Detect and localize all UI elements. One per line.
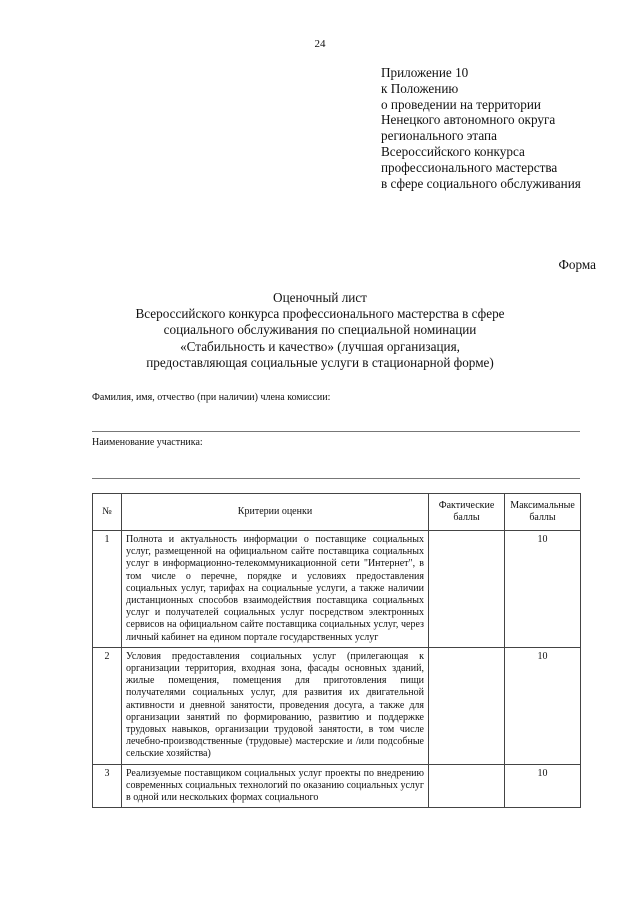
participant-label: Наименование участника: xyxy=(92,437,203,448)
row-num: 3 xyxy=(93,764,122,808)
header-num: № xyxy=(93,494,122,531)
title-line: предоставляющая социальные услуги в стационарной форме) xyxy=(146,354,494,370)
document-title xyxy=(60,290,580,371)
row-actual-score[interactable] xyxy=(429,531,505,648)
participant-line xyxy=(92,478,580,479)
table-row xyxy=(93,647,581,764)
commission-member-label: Фамилия, имя, отчество (при наличии) члена комиссии: xyxy=(92,392,331,403)
row-num: 1 xyxy=(93,531,122,648)
header-actual: Фактические баллы xyxy=(429,494,505,531)
row-max-score: 10 xyxy=(505,764,581,808)
table-header-row xyxy=(93,494,581,531)
appendix-line: о проведении на территории xyxy=(381,96,541,112)
appendix-line: Приложение 10 xyxy=(381,65,469,80)
appendix-line: регионального этапа xyxy=(381,128,497,144)
title-line: Всероссийского конкурса профессионального мастерства в сфере xyxy=(135,306,505,322)
appendix-line: профессионального мастерства xyxy=(381,159,558,175)
row-max-score: 10 xyxy=(505,647,581,764)
row-actual-score[interactable] xyxy=(429,764,505,808)
appendix-block xyxy=(381,65,631,191)
appendix-line: к Положению xyxy=(381,80,459,96)
row-max-score: 10 xyxy=(505,531,581,648)
table-row xyxy=(93,531,581,648)
form-label: Форма xyxy=(558,257,596,272)
appendix-line: в сфере социального обслуживания xyxy=(381,175,581,191)
title-line: социального обслуживания по специальной номинации xyxy=(163,322,477,338)
header-criteria: Критерии оценки xyxy=(122,494,429,531)
header-max: Максимальные баллы xyxy=(505,494,581,531)
commission-member-line xyxy=(92,431,580,432)
row-criterion: Реализуемые поставщиком социальных услуг проекты по внедрению современных социальных технологий по оказанию социальных услуг в одной или нескольких формах социального xyxy=(122,764,429,808)
table-row xyxy=(93,764,581,808)
evaluation-table xyxy=(92,493,581,808)
row-criterion: Условия предоставления социальных услуг (прилегающая к организации территория, входная зона, фасады основных зданий, жилые помещения, помещения для приготовления пищи получателями социальных услуг, для развития их двигательной активности и дневной занятости, проведения досуга, а также для организации занятий по формированию, развитию и поддержке трудовых навыков, организации трудовой занятости, в том числе лечебно-производственные (трудовые) мастерские и /или подсобные сельские хозяйства) xyxy=(122,647,429,764)
appendix-line: Ненецкого автономного округа xyxy=(381,112,556,128)
row-actual-score[interactable] xyxy=(429,647,505,764)
row-num: 2 xyxy=(93,647,122,764)
row-criterion: Полнота и актуальность информации о поставщике социальных услуг, размещенной на официальном сайте поставщика социальных услуг в информационно-телекоммуникационной сети "Интернет", в том числе о перечне, порядке и условиях предоставления социальных услуг, тарифах на социальные услуги, а также наличии дистанционных способов взаимодействия поставщика социальных услуг и получателей социальных услуг посредством электронных сервисов на официальном сайте поставщика социальных услуг, через личный кабинет на едином портале государственных услуг xyxy=(122,531,429,648)
title-line: «Стабильность и качество» (лучшая организация, xyxy=(180,338,460,354)
page-number: 24 xyxy=(314,38,326,50)
appendix-line: Всероссийского конкурса xyxy=(381,143,525,159)
title-line: Оценочный лист xyxy=(273,290,367,305)
